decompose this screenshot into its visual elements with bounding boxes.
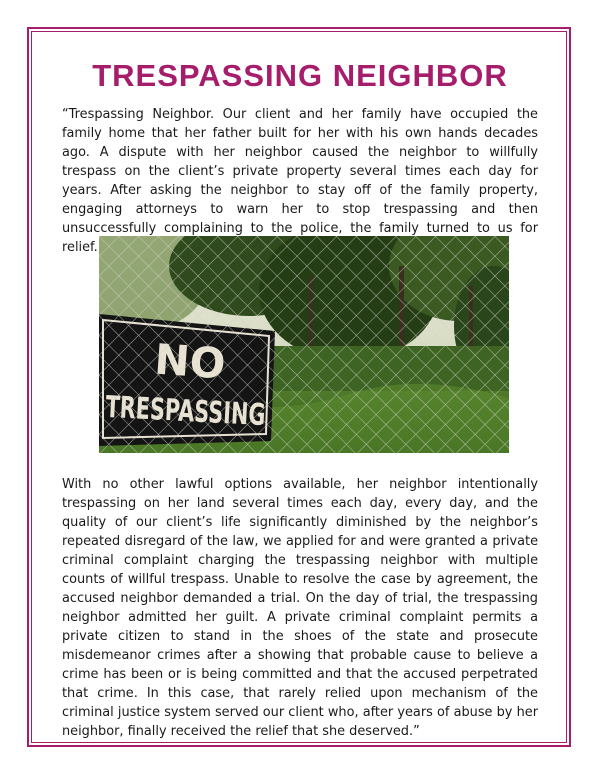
intro-paragraph: “Trespassing Neighbor. Our client and her family have occupied the family home that her father built for her with his own hands decades ago. A dispute with her neighbor caused the neighbor to willfully trespass on the client’s private property several times each day for years. After asking the neighbor to stay off of the family property, engaging attorneys to warn her to stop trespassing and then unsuccessfully complaining to the police, the family turned to us for relief. xyxy=(62,107,538,255)
outcome-paragraph: With no other lawful options available, her neighbor intentionally trespassing on her land several times each day, every day, and the quality of our client’s life significantly diminished by the neighbor’s repeated disregard of the law, we applied for and were granted a private criminal complaint charging the trespassing neighbor with multiple counts of willful trespass. Unable to resolve the case by agreement, the accused neighbor demanded a trial. On the day of trial, the trespassing neighbor admitted her guilt. A private criminal complaint permits a private citizen to stand in the shoes of the state and prosecute misdemeanor crimes after a showing that probable cause to believe a crime has been or is being committed and that the accused perpetrated that crime. In this case, that rarely relied upon mechanism of the criminal justice system served our client who, after years of abuse by her neighbor, finally received the relief that she deserved.” xyxy=(62,477,538,739)
page-title: TRESPASSING NEIGHBOR xyxy=(92,58,508,93)
no-trespassing-photo xyxy=(99,236,509,453)
